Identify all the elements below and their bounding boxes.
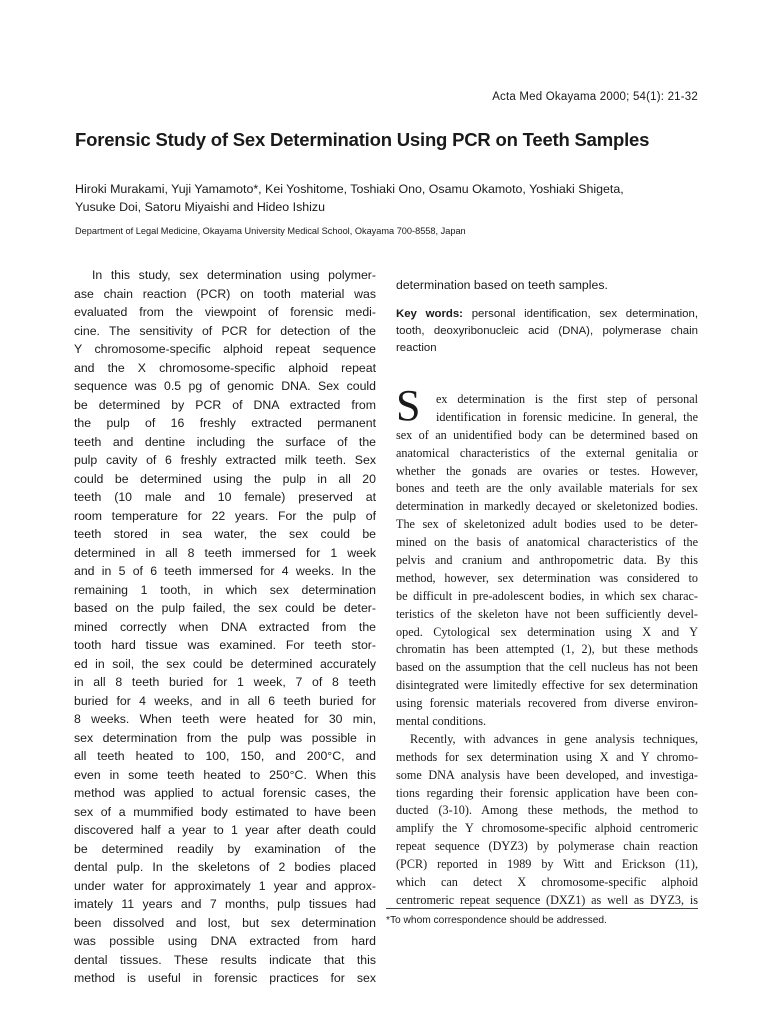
- affiliation: Department of Legal Medicine, Okayama University Medical School, Okayama 700-8558, Japan: [75, 226, 466, 236]
- body-line: pelvis and cranium and anthropometric data. By this: [396, 553, 698, 568]
- abstract-line: buried for 4 weeks, and in all 6 teeth buried for: [74, 693, 376, 708]
- abstract-line: pulp cavity of 6 freshly extracted milk teeth. Sex: [74, 453, 376, 467]
- author-line: Hiroki Murakami, Yuji Yamamoto*, Kei Yoshitome, Toshiaki Ono, Osamu Okamoto, Yoshiaki Shigeta,: [75, 182, 624, 196]
- abstract-line: sequence was 0.5 pg of genomic DNA. Sex could: [74, 379, 376, 393]
- body-line: ex determination is the first step of personal: [436, 392, 698, 406]
- abstract-line: in all 8 teeth buried for 1 week, 7 of 8 teeth: [74, 675, 376, 689]
- abstract-line: and in 5 of 6 teeth immersed for 4 weeks. In the: [74, 564, 376, 578]
- abstract-line: even in some teeth heated to 250°C. When this: [74, 767, 376, 782]
- body-line: which can detect X chromosome-specific alphoid: [396, 875, 698, 890]
- abstract-line: sex determination from the pulp was possible in: [74, 730, 376, 745]
- abstract-line: be determined by PCR of DNA extracted from: [74, 397, 376, 412]
- abstract-line: cine. The sensitivity of PCR for detection of the: [74, 323, 376, 338]
- abstract-line: ed in soil, the sex could be determined accurately: [74, 656, 376, 671]
- abstract-line: been dissolved and lost, but sex determination: [74, 915, 376, 930]
- abstract-line: tooth hard tissue was examined. For teeth stor-: [74, 638, 376, 652]
- body-line: chromatin has been attempted (1, 2), but these methods: [396, 642, 698, 657]
- author-list: [75, 180, 715, 216]
- abstract-line: and the X chromosome-specific alphoid repeat: [74, 360, 376, 375]
- abstract-line: discovered half a year to 1 year after death could: [74, 823, 376, 837]
- abstract-line: method is useful in forensic practices for sex: [74, 971, 376, 985]
- body-line: tions regarding their forensic application have been con-: [396, 785, 698, 800]
- abstract-continuation: determination based on teeth samples.: [396, 278, 608, 292]
- body-line: (PCR) reported in 1989 by Witt and Erickson (11),: [396, 857, 698, 872]
- abstract-line: Y chromosome-specific alphoid repeat sequence: [74, 342, 376, 356]
- abstract-line: was possible using DNA extracted from hard: [74, 934, 376, 948]
- footnote-rule: [386, 908, 698, 909]
- body-line: mined on the basis of anatomical characteristics of the: [396, 535, 698, 550]
- abstract-line: teeth (10 male and 10 female) preserved at: [74, 490, 376, 504]
- body-line: oped. Cytological sex determination using X and Y: [396, 624, 698, 639]
- body-line: sex of an unidentified body can be determined based on: [396, 427, 698, 442]
- abstract-line: remaining 1 tooth, in which sex determination: [74, 582, 376, 597]
- body-line: mental conditions.: [396, 714, 487, 729]
- abstract-line: be determined readily by examination of the: [74, 841, 376, 856]
- footnote: *To whom correspondence should be addressed.: [386, 915, 607, 926]
- abstract-line: determined in all 8 teeth immersed for 1 week: [74, 545, 376, 560]
- body-line: identification in forensic medicine. In general, the: [436, 409, 698, 424]
- abstract-line: room temperature for 22 years. For the pulp of: [74, 508, 376, 523]
- abstract: [74, 266, 376, 988]
- body-line: some DNA analysis have been developed, and investiga-: [396, 767, 698, 782]
- abstract-line: method was applied to actual forensic cases, the: [74, 786, 376, 800]
- body-line: be difficult in pre-adolescent bodies, in which sex charac-: [396, 588, 698, 603]
- abstract-line: dental pulp. In the skeletons of 2 bodies placed: [74, 860, 376, 874]
- body-text: [396, 391, 698, 910]
- keywords-text: reaction: [396, 342, 437, 354]
- abstract-line: teeth stored in sea water, the sex could be: [74, 527, 376, 541]
- drop-cap: S: [396, 381, 421, 430]
- body-line: teristics of the skeleton have not been sufficiently devel-: [396, 606, 698, 621]
- abstract-line: all teeth heated to 100, 150, and 200°C, and: [74, 749, 376, 763]
- abstract-line: ase chain reaction (PCR) on tooth material was: [74, 286, 376, 301]
- body-line: anatomical characteristics of the external genitalia or: [396, 445, 698, 460]
- body-line: whether the gonads are ovaries or testes. However,: [396, 463, 698, 478]
- keywords: [396, 306, 698, 357]
- body-line: bones and teeth are the only available materials for sex: [396, 481, 698, 496]
- abstract-line: evaluated from the viewpoint of forensic medi-: [74, 305, 376, 319]
- body-line: methods for sex determination using X and Y chromo-: [396, 749, 698, 764]
- abstract-line: imately 11 years and 7 months, pulp tissues had: [74, 897, 376, 911]
- body-line: ducted (3-10). Among these methods, the method to: [396, 803, 698, 818]
- abstract-line: dental tissues. These results indicate that this: [74, 952, 376, 967]
- body-line: repeat sequence (DYZ3) by polymerase chain reaction: [396, 839, 698, 854]
- abstract-line: teeth and dentine including the surface of the: [74, 434, 376, 449]
- body-line: Recently, with advances in gene analysis techniques,: [410, 731, 698, 746]
- abstract-line: could be determined using the pulp in all 20: [74, 471, 376, 486]
- abstract-line: sex of a mummified body estimated to have been: [74, 804, 376, 819]
- body-line: using forensic materials recovered from diverse environ-: [396, 696, 698, 711]
- body-line: centromeric repeat sequence (DXZ1) as well as DYZ3, is: [396, 892, 698, 907]
- abstract-line: 8 weeks. When teeth were heated for 30 min,: [74, 712, 376, 726]
- body-line: based on the assumption that the cell nucleus has not been: [396, 660, 698, 675]
- article-title: Forensic Study of Sex Determination Using PCR on Teeth Samples: [75, 129, 650, 150]
- body-line: disintegrated were limitedly effective for sex determination: [396, 678, 698, 693]
- abstract-line: the pulp of 16 freshly extracted permanent: [74, 416, 376, 430]
- abstract-line: In this study, sex determination using polymer-: [92, 268, 376, 282]
- keywords-label: Key words:: [396, 308, 463, 320]
- keywords-text: tooth, deoxyribonucleic acid (DNA), polymerase chain: [396, 325, 698, 337]
- author-line: Yusuke Doi, Satoru Miyaishi and Hideo Ishizu: [75, 200, 326, 214]
- running-head: Acta Med Okayama 2000; 54(1): 21-32: [492, 91, 698, 103]
- abstract-line: mined correctly when DNA extracted from the: [74, 619, 376, 634]
- body-line: amplify the Y chromosome-specific alphoid centromeric: [396, 821, 698, 836]
- abstract-line: based on the pulp failed, the sex could be deter-: [74, 601, 376, 615]
- keywords-text: personal identification, sex determination,: [471, 308, 698, 320]
- body-line: determination in markedly decayed or skeletonized bodies.: [396, 499, 698, 514]
- body-line: method, however, sex determination was considered to: [396, 570, 698, 585]
- abstract-line: under water for approximately 1 year and approx-: [74, 878, 376, 893]
- body-line: The sex of skeletonized adult bodies used to be deter-: [396, 517, 698, 532]
